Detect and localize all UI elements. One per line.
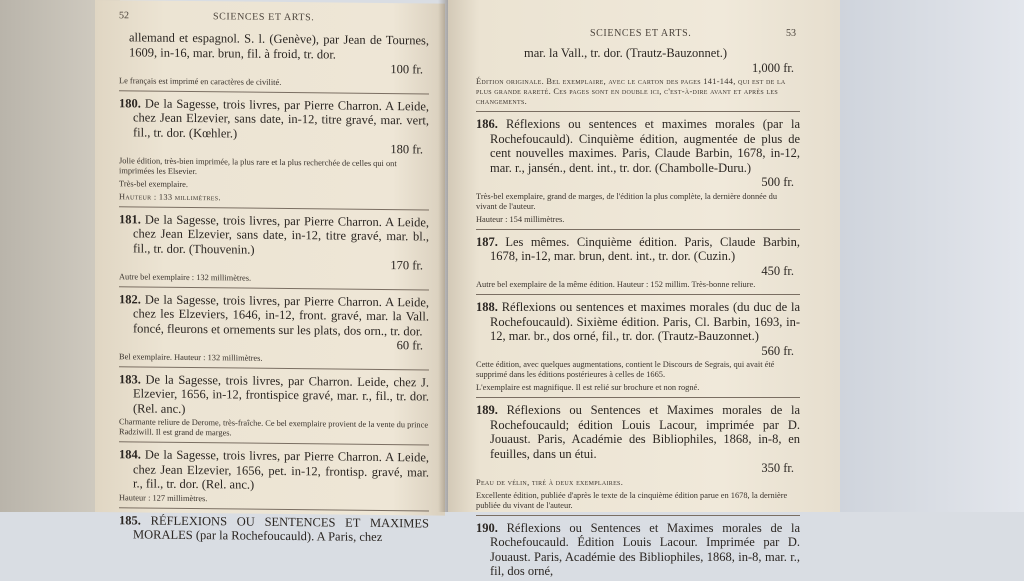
entry-number: 184.	[119, 447, 141, 462]
catalog-entry	[119, 292, 429, 353]
entry-number: 186.	[476, 117, 498, 131]
entry-note: Autre bel exemplaire : 132 millimètres.	[119, 271, 252, 283]
entry-note: Excellente édition, publiée d'après le texte de la cinquième édition parue en 1678, la dernière publiée du vivant de l'auteur.	[476, 490, 788, 510]
entry-note: Très-bel exemplaire, grand de marges, de l'édition la plus complète, la dernière donnée du vivant de l'auteur.	[476, 191, 778, 211]
catalog-entry	[119, 212, 429, 273]
catalog-entry	[476, 300, 800, 358]
entry-text: Les mêmes. Cinquième édition. Paris, Claude Barbin, 1678, in-12, mar. brun, dent. int., tr. dor. (Cuzin.)	[490, 234, 800, 263]
entry-note: L'exemplaire est magnifique. Il est relié sur brochure et non rogné.	[476, 383, 700, 392]
divider	[476, 111, 800, 112]
continuation-text	[476, 46, 800, 75]
entry-text: De la Sagesse, trois livres, par Pierre Charron. A Leide, chez Jean Elzevier, 1656, pet. in-12, frontisp. gravé, mar. r., fil., tr. dor. (Rel. anc.)	[133, 447, 429, 492]
entry-price: 350 fr.	[761, 461, 794, 475]
entry-note: Hauteur : 133 millimètres.	[119, 191, 221, 202]
entry-price: 500 fr.	[761, 175, 794, 189]
entry-price: 60 fr.	[396, 338, 423, 353]
entry-note: Hauteur : 154 millimètres.	[476, 214, 565, 224]
divider	[476, 397, 800, 398]
entry-text: De la Sagesse, trois livres, par Charron. Leide, chez J. Elzevier, 1656, in-12, frontispice gravé, mar. r., fil., tr. dor. (Rel. anc.)	[133, 372, 429, 416]
continuation-body: allemand et espagnol. S. l. (Genève), par Jean de Tournes, 1609, in-16, mar. brun, fil. à froid, tr. dor.	[129, 30, 429, 62]
catalog-entry	[119, 372, 429, 419]
entry-price: 560 fr.	[761, 343, 794, 358]
continuation-price: 1,000 fr.	[751, 60, 794, 75]
catalog-entry	[476, 521, 800, 579]
entry-note: Jolie édition, très-bien imprimée, la plus rare et la plus recherchée de celles qui ont imprimées les Elsevier.	[119, 155, 397, 176]
page-number: 52	[119, 10, 129, 22]
entry-note: Très-bel exemplaire.	[119, 178, 188, 189]
entry-price: 170 fr.	[390, 258, 423, 273]
entry-number: 190.	[476, 520, 498, 535]
entry-text: Réflexions ou Sentences et Maximes morales de la Rochefoucauld. Édition Louis Lacour. Imprimée par D. Jouaust. Paris, Académie des Bibliophiles, 1868, in-8, mar. r., fil, dos orné,	[490, 520, 800, 578]
entry-text: De la Sagesse, trois livres, par Pierre Charron. A Leide, chez les Elzeviers, 1646, in-12, front. gravé, mar. la Vall. foncé, fleurons et ornements sur les plats, dos orn., tr. dor.	[133, 292, 429, 338]
entry-number: 185.	[119, 512, 141, 527]
divider	[476, 515, 800, 516]
page-number: 53	[786, 28, 796, 39]
entry-number: 180.	[119, 95, 141, 110]
left-page-body	[119, 30, 429, 547]
entry-number: 188.	[476, 300, 498, 314]
divider	[119, 206, 429, 210]
continuation-price: 100 fr.	[390, 62, 423, 77]
entry-number: 183.	[119, 371, 141, 386]
continuation-note: Le français est imprimé en caractères de civilité.	[119, 75, 282, 87]
entry-note: Autre bel exemplaire de la même édition. Hauteur : 152 millim. Très-bonne reliure.	[476, 280, 756, 289]
entry-text: Réflexions ou sentences et maximes morales (par la Rochefoucauld). Cinquième édition, augmentée de plus de cent nouvelles maximes. Paris, Claude Barbin, 1678, in-12, mar. r., jansén., dent. int., tr. dor. (Chambolle-Duru.)	[490, 117, 800, 175]
entry-text: Réflexions ou sentences et maximes morales (du duc de la Rochefoucauld). Sixième édition. Paris, Cl. Barbin, 1693, in-12, mar. br., dos orné, fil., tr. dor. (Trautz-Bauzonnet.)	[490, 300, 801, 343]
catalog-entry	[119, 96, 429, 157]
catalog-entry	[476, 117, 800, 190]
continuation-text	[119, 30, 429, 77]
right-page-body	[476, 46, 800, 581]
divider	[476, 294, 800, 295]
entry-note: Charmante reliure de Derome, très-fraîche. Ce bel exemplaire provient de la vente du prince Radziwill. Il est grand de marges.	[119, 417, 429, 438]
entry-note: Hauteur : 127 millimètres.	[119, 492, 208, 503]
entry-text: RÉFLEXIONS OU SENTENCES ET MAXIMES MORALES (par la Rochefoucauld). A Paris, chez	[133, 513, 429, 545]
entry-number: 182.	[119, 291, 141, 306]
divider	[119, 366, 429, 370]
entry-note: Peau de vélin, tiré à deux exemplaires.	[476, 477, 624, 487]
entry-text: De la Sagesse, trois livres, par Pierre Charron. A Leide, chez Jean Elzevier, sans date, in-12, titre gravé, mar. vert, fil., tr. dor. (Kœhler.)	[133, 96, 429, 140]
entry-price: 180 fr.	[390, 142, 423, 157]
divider	[476, 229, 800, 230]
catalog-entry	[119, 513, 429, 545]
running-head: SCIENCES ET ARTS.	[213, 11, 315, 24]
entry-price: 450 fr.	[761, 263, 794, 278]
entry-number: 187.	[476, 234, 498, 249]
right-page	[448, 0, 840, 578]
entry-text: Réflexions ou Sentences et Maximes morales de la Rochefoucauld; édition Louis Lacour, imprimée par D. Jouaust. Paris, Académie des Bibliophiles, 1868, in-8, en feuilles, dans un étui.	[490, 403, 800, 461]
divider	[119, 286, 429, 290]
catalog-entry	[119, 447, 429, 494]
table-surface-right	[840, 0, 1024, 512]
entry-text: De la Sagesse, trois livres, par Pierre Charron. A Leide, chez Jean Elzevier, sans date, in-12, titre gravé, mar. bl., fil., tr. dor. (Thouvenin.)	[133, 212, 429, 257]
continuation-note: Édition originale. Bel exemplaire, avec le carton des pages 141-144, qui est de la plus grande rareté. Ces pages sont en double ici, c'est-à-dire avant et après les changements.	[476, 77, 786, 106]
entry-note: Bel exemplaire. Hauteur : 132 millimètres.	[119, 351, 263, 363]
divider	[119, 90, 429, 94]
divider	[119, 441, 429, 445]
divider	[119, 507, 429, 511]
entry-note: Cette édition, avec quelques augmentations, contient le Discours de Segrais, qui avait été supprimé dans les éditions postérieures à celles de 1665.	[476, 360, 775, 379]
left-page	[95, 0, 445, 545]
catalog-entry	[476, 403, 800, 476]
running-head: SCIENCES ET ARTS.	[590, 28, 692, 39]
continuation-body: mar. la Vall., tr. dor. (Trautz-Bauzonnet.)	[524, 46, 728, 60]
entry-number: 181.	[119, 211, 141, 226]
catalog-entry	[476, 235, 800, 279]
entry-number: 189.	[476, 403, 498, 417]
